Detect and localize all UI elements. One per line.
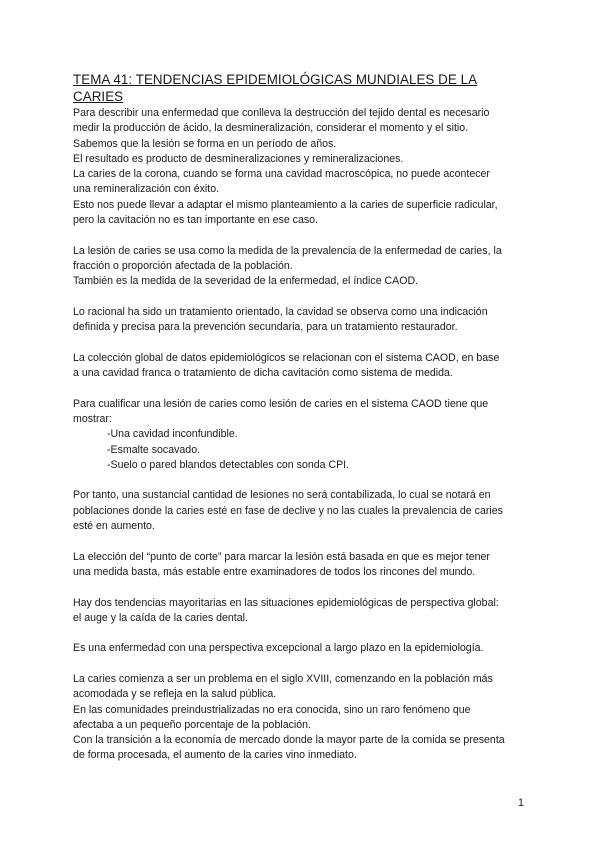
title-line: TEMA 41: TENDENCIAS EPIDEMIOLÓGICAS MUNDIALES DE LA (73, 72, 478, 87)
title-line: CARIES (73, 89, 124, 104)
text-line: esté en aumento. (73, 520, 155, 533)
text-line: También es la medida de la severidad de la enfermedad, el índice CAOD. (73, 275, 419, 288)
paragraph (73, 397, 528, 428)
document-title (73, 71, 528, 105)
text-line: La colección global de datos epidemiológicos se relacionan con el sistema CAOD, en base (73, 351, 500, 364)
text-line: La elección del “punto de corte” para marcar la lesión está basada en que es mejor tener (73, 550, 490, 563)
text-line: Por tanto, una sustancial cantidad de lesiones no será contabilizada, lo cual se notará en (73, 489, 491, 502)
document-page (73, 71, 528, 764)
paragraph-spacer (73, 335, 528, 350)
criteria-list (73, 427, 528, 473)
text-line: La caries de la corona, cuando se forma una cavidad macroscópica, no puede acontecer (73, 168, 490, 181)
paragraph (73, 672, 528, 764)
text-line: definida y precisa para la prevención secundaria, para un tratamiento restaurador. (73, 321, 458, 334)
text-line: poblaciones donde la caries esté en fase de declive y no las cuales la prevalencia de caries (73, 504, 503, 517)
paragraph-spacer (73, 580, 528, 595)
text-line: La lesión de caries se usa como la medida de la prevalencia de la enfermedad de caries, la (73, 244, 502, 257)
text-line: Para cualificar una lesión de caries como lesión de caries en el sistema CAOD tiene que (73, 397, 489, 410)
paragraph (73, 305, 528, 336)
text-line: acomodada y se refleja en la salud pública. (73, 688, 277, 701)
paragraph-spacer (73, 290, 528, 305)
paragraph (73, 550, 528, 581)
text-line: el auge y la caída de la caries dental. (73, 611, 248, 624)
paragraph-spacer (73, 228, 528, 243)
paragraph-spacer (73, 381, 528, 396)
paragraph-spacer (73, 657, 528, 672)
text-line: La caries comienza a ser un problema en el siglo XVIII, comenzando en la población más (73, 672, 493, 685)
paragraph-spacer (73, 626, 528, 641)
paragraph (73, 488, 528, 534)
paragraph (73, 351, 528, 382)
text-line: Lo racional ha sido un tratamiento orientado, la cavidad se observa como una indicación (73, 305, 488, 318)
text-line: El resultado es producto de desmineralizaciones y remineralizaciones. (73, 152, 404, 165)
paragraph-spacer (73, 473, 528, 488)
text-line: Sabemos que la lesión se forma en un período de años. (73, 137, 337, 150)
text-line: mostrar: (73, 412, 112, 425)
text-line: Hay dos tendencias mayoritarias en las situaciones epidemiológicas de perspectiva global: (73, 596, 499, 609)
text-line: En las comunidades preindustrializadas no era conocida, sino un raro fenómeno que (73, 703, 471, 716)
text-line: Esto nos puede llevar a adaptar el mismo planteamiento a la caries de superficie radicular, (73, 198, 498, 211)
text-line: afectaba a un pequeño porcentaje de la población. (73, 718, 311, 731)
text-line: Con la transición a la economía de mercado donde la mayor parte de la comida se presenta (73, 734, 505, 747)
list-item: -Una cavidad inconfundible. (107, 428, 238, 441)
text-line: Es una enfermedad con una perspectiva excepcional a largo plazo en la epidemiología. (73, 642, 484, 655)
text-line: una remineralización con éxito. (73, 183, 220, 196)
list-item: -Suelo o pared blandos detectables con sonda CPI. (107, 458, 350, 471)
text-line: a una cavidad franca o tratamiento de dicha cavitación como sistema de medida. (73, 367, 453, 380)
list-item: -Esmalte socavado. (107, 443, 201, 456)
text-line: fracción o proporción afectada de la población. (73, 259, 293, 272)
paragraph (73, 641, 528, 656)
paragraph (73, 244, 528, 290)
paragraph (73, 596, 528, 627)
text-line: de forma procesada, el aumento de la caries vino inmediato. (73, 749, 357, 762)
text-line: pero la cavitación no es tan importante en ese caso. (73, 214, 318, 227)
page-number: 1 (518, 797, 524, 809)
text-line: medir la producción de ácido, la desmineralización, considerar el momento y el sitio. (73, 122, 469, 135)
text-line: Para describir una enfermedad que conlleva la destrucción del tejido dental es necesario (73, 107, 490, 119)
paragraph (73, 106, 528, 228)
text-line: una medida basta, más estable entre examinadores de todos los rincones del mundo. (73, 565, 476, 578)
paragraph-spacer (73, 534, 528, 549)
